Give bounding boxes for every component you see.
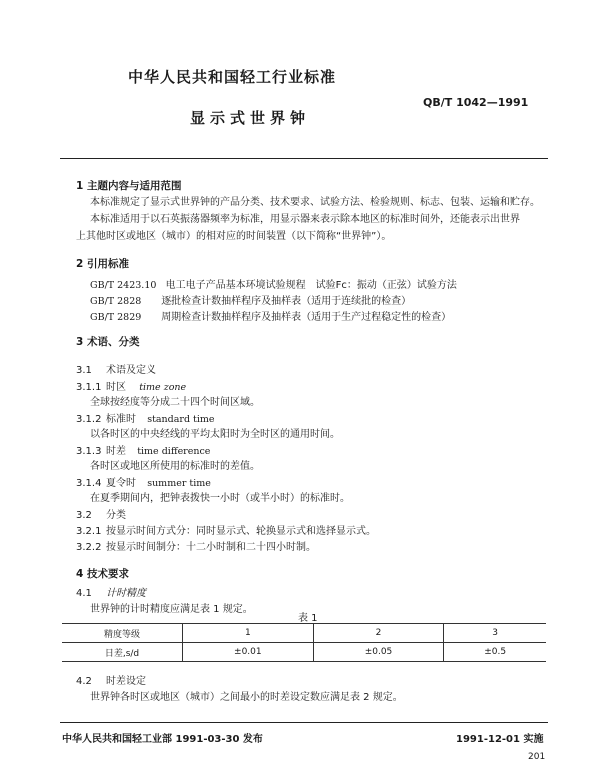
standard-code: QB/T 1042—1991 bbox=[423, 96, 529, 109]
table-header-cell: 1 bbox=[183, 624, 314, 643]
clause-3-2-2: 3.2.2 按显示时间制分：十二小时制和二十四小时制。 bbox=[76, 542, 316, 553]
clause-4-2: 4.2 时差设定 bbox=[76, 676, 146, 687]
clause-3-1-2-definition: 以各时区的中央经线的平均太阳时为全时区的通用时间。 bbox=[90, 429, 340, 440]
clause-3-1-4: 3.1.4 夏令时 summer time bbox=[76, 478, 211, 489]
section-4-heading: 4 技术要求 bbox=[76, 568, 129, 580]
clause-3-1-3: 3.1.3 时差 time difference bbox=[76, 446, 211, 457]
reference-item bbox=[90, 292, 411, 307]
page-number: 201 bbox=[528, 752, 546, 762]
table-cell: 日差,s/d bbox=[62, 643, 183, 662]
reference-code: GB/T 2423.10 bbox=[90, 280, 157, 291]
table-header-row bbox=[62, 624, 546, 643]
clause-3-1-1: 3.1.1 时区 time zone bbox=[76, 382, 187, 393]
table-caption: 表 1 bbox=[298, 613, 318, 624]
reference-text: 电工电子产品基本环境试验规程 试验Fc：振动（正弦）试验方法 bbox=[165, 280, 457, 291]
table-row bbox=[62, 643, 546, 662]
clause-3-1: 3.1 术语及定义 bbox=[76, 365, 156, 376]
implementation-date: 1991-12-01 实施 bbox=[456, 734, 544, 745]
clause-3-1-3-definition: 各时区或地区所使用的标准时的差值。 bbox=[90, 461, 260, 472]
section-2-heading: 2 引用标准 bbox=[76, 258, 129, 270]
section-1-para-2-cont: 上其他时区或地区（城市）的相对应的时间装置（以下简称“世界钟”）。 bbox=[76, 231, 392, 242]
section-1-para-2: 本标准适用于以石英振荡器频率为标准，用显示器来表示除本地区的标准时间外，还能表示出世界 bbox=[90, 214, 520, 225]
clause-3-2-1: 3.2.1 按显示时间方式分：同时显示式、轮换显示式和选择显示式。 bbox=[76, 526, 376, 537]
clause-3-2: 3.2 分类 bbox=[76, 510, 126, 521]
clause-3-1-4-definition: 在夏季期间内，把钟表拨快一小时（或半小时）的标准时。 bbox=[90, 493, 350, 504]
table-header-cell: 2 bbox=[313, 624, 444, 643]
footer-divider bbox=[60, 722, 548, 723]
reference-code: GB/T 2829 bbox=[90, 312, 142, 323]
clause-4-1: 4.1 计时精度 bbox=[76, 588, 146, 599]
clause-3-1-2: 3.1.2 标准时 standard time bbox=[76, 414, 215, 425]
accuracy-table bbox=[62, 623, 546, 662]
table-header-cell: 精度等级 bbox=[62, 624, 183, 643]
clause-4-1-text: 世界钟的计时精度应满足表 1 规定。 bbox=[90, 604, 253, 615]
reference-code: GB/T 2828 bbox=[90, 296, 142, 307]
reference-text: 周期检查计数抽样程序及抽样表（适用于生产过程稳定性的检查） bbox=[161, 312, 452, 323]
header-divider bbox=[60, 158, 548, 159]
reference-text: 逐批检查计数抽样程序及抽样表（适用于连续批的检查） bbox=[161, 296, 412, 307]
reference-item bbox=[90, 276, 457, 291]
standard-header: 中华人民共和国轻工行业标准 bbox=[128, 68, 337, 86]
document-title: 显示式世界钟 bbox=[190, 109, 311, 127]
table-header-cell: 3 bbox=[444, 624, 546, 643]
clause-3-1-1-definition: 全球按经度等分成二十四个时间区域。 bbox=[90, 397, 260, 408]
clause-4-2-text: 世界钟各时区或地区（城市）之间最小的时差设定数应满足表 2 规定。 bbox=[90, 692, 403, 703]
table-cell: ±0.01 bbox=[183, 643, 314, 662]
table-cell: ±0.05 bbox=[313, 643, 444, 662]
issuer-line: 中华人民共和国轻工业部 1991-03-30 发布 bbox=[62, 734, 263, 745]
section-1-heading: 1 主题内容与适用范围 bbox=[76, 180, 182, 192]
section-3-heading: 3 术语、分类 bbox=[76, 336, 140, 348]
reference-item bbox=[90, 308, 451, 323]
table-cell: ±0.5 bbox=[444, 643, 546, 662]
section-1-para-1: 本标准规定了显示式世界钟的产品分类、技术要求、试验方法、检验规则、标志、包装、运输和贮存。 bbox=[90, 197, 540, 208]
